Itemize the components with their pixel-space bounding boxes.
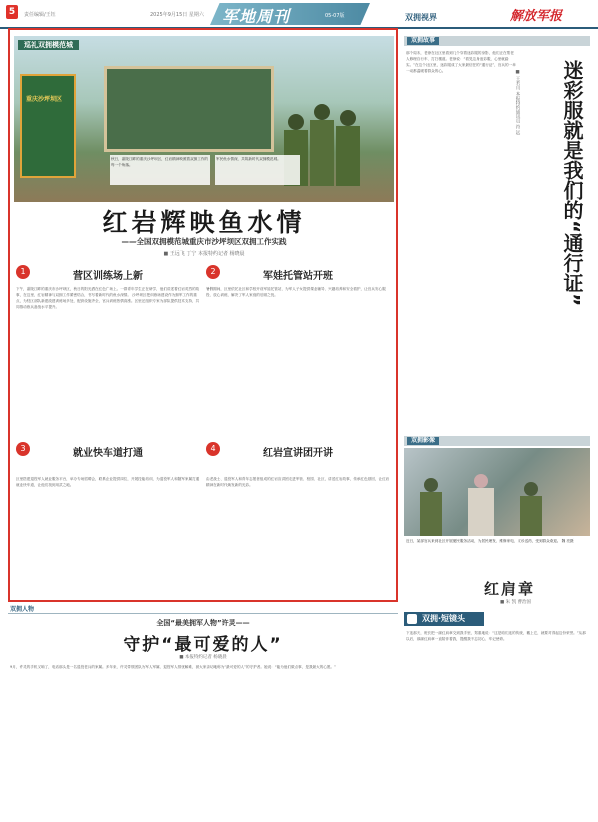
section-heading-2 [204, 263, 392, 285]
editor-line: 责任编辑/王钰 [24, 12, 56, 18]
section-heading-1 [14, 263, 202, 285]
main-byline: ■ 王远飞 丁宁 本报特约记者 杨晓晨 [163, 251, 245, 257]
memorial-wall [104, 66, 274, 152]
section-intro: 下午，嘉陵江畔的重庆市沙坪坝区，秋日的阳光洒在红色广场上。一群青年学生正在研学，他们讲述着红岩英烈的故事，在这里，红岩精神与双拥工作紧密结合，书写着新时代的鱼水深情。 [16, 287, 200, 297]
newspaper-masthead: 解放军报 [510, 9, 563, 24]
bottom-byline: ■ 本报特约记者 杨晓晨 [179, 655, 227, 660]
right-photo-caption: 近日，某部官兵来到社区开展便民服务活动，为居民理发、维修家电、义诊送药，受到群众欢迎。 魏 亮摄 [406, 539, 574, 543]
right-photo-label: 双拥影像 [407, 437, 439, 445]
date-line: 2025年9月15日 星期六 [150, 12, 204, 18]
section-body-4: 由老战士、退役军人和青年志愿者组成的红岩宣讲团走进军营、校园、社区，讲述红岩故事，传承红色基因，让红岩精神在新时代焕发新的光彩。 [206, 477, 390, 487]
right-bottom-byline: ■ 朱 凯 曹治国 [500, 600, 532, 605]
section-body-1 [16, 286, 200, 438]
short-shot-label-bar [404, 612, 484, 626]
section-title-2: 军娃托管站开班 [263, 271, 333, 282]
bottom-kicker: 全国“最美拥军人物”许灵—— [156, 619, 250, 627]
right-story-body: 那个周末，老徐在社区里看到几个穿着迷彩服的身影，他们正在帮老人修理自行车、打扫楼道。老徐说：“看见这身迷彩服，心里就踏实。”在这个社区里，迷彩服成了大家最信任的“通行证”，官兵的一举一动都温暖着群众的心。 [406, 51, 516, 73]
edition-label: 05-07版 [325, 13, 345, 19]
section-body-2: 暑假期间，区里依托社区和学校开设军娃托管站，为军人子女提供课业辅导、兴趣培养和安全看护，让官兵安心服役、放心训练，解决了军人家庭的后顾之忧。 [206, 287, 386, 297]
bottom-label-bar [8, 604, 398, 614]
photo-badge: 巡礼双拥模范城 [18, 40, 79, 50]
section-title: 双拥视界 [405, 13, 437, 22]
right-label-bar [404, 36, 590, 46]
photo-caption-1: 秋日，嘉陵江畔的重庆沙坪坝区，红岩精神映照着双拥工作的每一个角落。 [110, 155, 210, 185]
section-text-1: 沙坪坝区把训练场建设作为拥军工作的重点，为驻区部队新建改建训练场多处，配套设施齐全，官兵训练热情高涨。区里还组织专家为部队提供技术支持，共同推动练兵备战水平提升。 [16, 293, 200, 309]
brand-title: 军地周刊 [222, 7, 291, 26]
page-header [0, 0, 598, 30]
page-number: 5 [6, 5, 18, 19]
camera-icon [407, 614, 417, 624]
main-title: 红岩辉映鱼水情 [102, 208, 306, 237]
right-label: 双拥故事 [407, 37, 439, 45]
right-photo [404, 448, 590, 536]
right-photo-label-bar [404, 436, 590, 446]
photo-caption-2: 军民鱼水情深，共筑新时代双拥模范城。 [215, 155, 300, 185]
bottom-title: 守护“最可爱的人” [123, 635, 283, 655]
section-number-1: 1 [16, 265, 30, 279]
section-title-3: 就业快车道打通 [73, 448, 143, 459]
right-story-byline: ■ 王若川 本报特约通讯员 符 远 [515, 70, 520, 135]
section-title-1: 营区训练场上新 [73, 271, 143, 282]
section-number-2: 2 [206, 265, 220, 279]
bottom-label: 双拥人物 [10, 606, 35, 613]
bottom-body: 9月，许灵的手机又响了，电话那头是一名退役老兵的家属。多年来，许灵带领团队为军人军属、退役军人排忧解难，被大家亲切地称为“最可爱的人”的守护者。她说：“能为他们做点事，是我最大的心愿。” [10, 665, 336, 669]
right-story-title: 迷彩服就是我们的“通行证” [560, 60, 584, 307]
right-bottom-title: 红肩章 [484, 580, 536, 598]
section-body-3: 区里搭建退役军人就业服务平台，举办专场招聘会，联系企业提供岗位，开展技能培训，为退役军人和随军家属打通就业快车道，让他们找到用武之地。 [16, 477, 200, 487]
section-number-4: 4 [206, 442, 220, 456]
bottom-article [8, 604, 398, 816]
short-shot-label: 双拥·短镜头 [422, 614, 466, 623]
right-bottom-body: 下连那天，班长把一副红肩章交到我手里，郑重地说：“这是咱们连的传统，戴上它，就要对得起这份荣誉。”从那以后，那副红肩章一直陪伴着我，提醒我不忘初心、牢记使命。 [406, 631, 586, 641]
sign-text: 重庆沙坪坝区 [26, 96, 63, 103]
section-heading-4 [204, 440, 392, 462]
section-title-4: 红岩宣讲团开讲 [263, 448, 333, 459]
main-subtitle: ——全国双拥模范城重庆市沙坪坝区双拥工作实践 [121, 237, 287, 246]
section-heading-3 [14, 440, 202, 462]
section-number-3: 3 [16, 442, 30, 456]
memorial-sign [20, 74, 76, 178]
